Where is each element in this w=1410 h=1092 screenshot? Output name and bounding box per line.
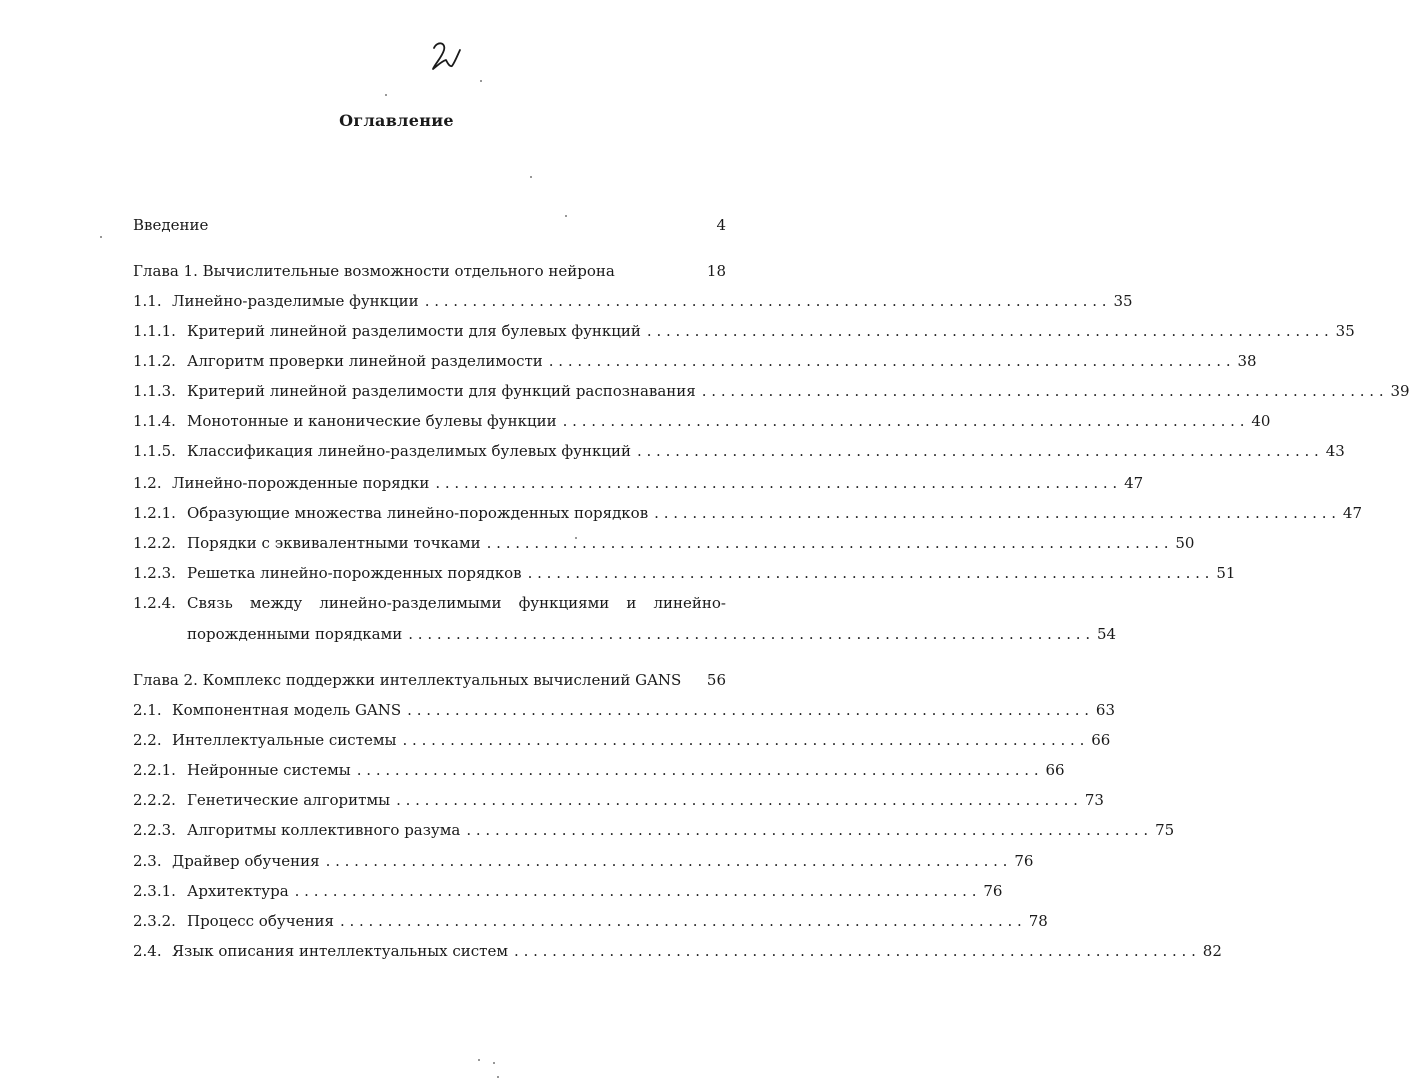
dot-leader — [295, 882, 977, 900]
toc-section-number: 2.2. — [133, 731, 162, 749]
dot-leader — [435, 474, 1117, 492]
scan-speck — [530, 176, 532, 178]
dot-leader — [514, 942, 1196, 960]
scan-speck — [100, 236, 102, 238]
toc-entry-1-2[interactable]: 1.2. Линейно-порожденные порядки . . . 47 — [133, 474, 726, 494]
toc-label-word: Связь — [187, 594, 233, 612]
dot-leader — [563, 412, 1245, 430]
toc-section-number: 2.3.2. — [133, 912, 176, 930]
dot-leader — [326, 852, 1008, 870]
dot-leader — [654, 504, 1336, 522]
toc-page-number: 66 — [1091, 731, 1111, 749]
toc-page-number: 78 — [1028, 912, 1048, 930]
toc-page-number: 40 — [1251, 412, 1271, 430]
toc-section-number: 1.2. — [133, 474, 162, 492]
toc-entry-2-2[interactable]: 2.2. Интеллектуальные системы . . . 66 — [133, 731, 726, 751]
toc-section-number: 1.1.5. — [133, 442, 176, 460]
scan-speck — [385, 94, 387, 96]
toc-entry-2-2-1[interactable]: 2.2.1. Нейронные системы . . . 66 — [133, 761, 726, 781]
dot-leader — [487, 534, 1169, 552]
scan-speck — [478, 1059, 480, 1061]
toc-label-word: линейно- — [653, 594, 726, 612]
toc-entry-1-1-4[interactable]: 1.1.4. Монотонные и канонические булевы функции . . . 40 — [133, 412, 726, 432]
toc-entry-1-1-3[interactable]: 1.1.3. Критерий линейной разделимости для функций распознавания . . . 39 — [133, 382, 726, 402]
toc-section-number: 1.2.4. — [133, 594, 176, 612]
toc-page-number: 47 — [1124, 474, 1144, 492]
toc-entry-1-2-1[interactable]: 1.2.1. Образующие множества линейно-порожденных порядков . . . 47 — [133, 504, 726, 524]
toc-section-number: 1.2.2. — [133, 534, 176, 552]
toc-entry-label-line1 — [187, 594, 726, 612]
toc-entry-2-3-1[interactable]: 2.3.1. Архитектура . . . 76 — [133, 882, 726, 902]
toc-page-number: 18 — [706, 262, 726, 280]
toc-page-number: 82 — [1202, 942, 1222, 960]
toc-section-number: 2.2.3. — [133, 821, 176, 839]
dot-leader — [425, 292, 1107, 310]
toc-page-number: 43 — [1325, 442, 1345, 460]
toc-section-number: 2.2.2. — [133, 791, 176, 809]
dot-leader — [637, 442, 1319, 460]
dot-leader — [403, 731, 1085, 749]
dot-leader — [702, 382, 1384, 400]
toc-page-number: 47 — [1342, 504, 1363, 522]
scan-speck — [480, 80, 482, 82]
toc-page-number: 56 — [706, 671, 726, 689]
toc-page-number: 75 — [1155, 821, 1175, 839]
toc-page-number: 66 — [1045, 761, 1065, 779]
toc-entry-1-2-4-continued[interactable]: порожденными порядками . . . 54 — [187, 625, 726, 645]
handwritten-page-number — [428, 38, 462, 76]
scan-speck — [497, 1076, 499, 1078]
toc-page-number: 35 — [1335, 322, 1355, 340]
toc-section-number: 2.4. — [133, 942, 162, 960]
toc-entry-1-1-2[interactable]: 1.1.2. Алгоритм проверки линейной разделимости . . . 38 — [133, 352, 726, 372]
toc-section-number: 2.3. — [133, 852, 162, 870]
toc-section-number: 2.2.1. — [133, 761, 176, 779]
toc-entry-2-4[interactable]: 2.4. Язык описания интеллектуальных систем . . . 82 — [133, 942, 726, 962]
dot-leader — [647, 322, 1329, 340]
toc-label-word: линейно-разделимыми — [319, 594, 502, 612]
toc-entry-1-1-5[interactable]: 1.1.5. Классификация линейно-разделимых булевых функций . . . 43 — [133, 442, 726, 462]
toc-entry-chapter-1[interactable]: Глава 1. Вычислительные возможности отдельного нейрона 18 — [133, 262, 726, 280]
dot-leader — [528, 564, 1210, 582]
toc-section-number: 2.1. — [133, 701, 162, 719]
toc-label-word: между — [249, 594, 303, 612]
dot-leader — [549, 352, 1231, 370]
toc-entry-1-2-4[interactable] — [133, 594, 726, 614]
toc-section-number: 1.1.1. — [133, 322, 176, 340]
toc-section-number: 2.3.1. — [133, 882, 176, 900]
toc-page-number: 39 — [1390, 382, 1410, 400]
dot-leader — [407, 701, 1089, 719]
dot-leader — [408, 625, 1090, 643]
toc-entry-1-1-1[interactable]: 1.1.1. Критерий линейной разделимости для булевых функций . . . 35 — [133, 322, 726, 342]
toc-page-number: 4 — [716, 216, 726, 234]
toc-label-word: функциями — [518, 594, 610, 612]
toc-page-number: 76 — [983, 882, 1003, 900]
toc-label-word: и — [626, 594, 637, 612]
toc-entry-1-2-2[interactable]: 1.2.2. Порядки с эквивалентными точками . . . 50 — [133, 534, 726, 554]
toc-page-number: 63 — [1095, 701, 1116, 719]
toc-entry-chapter-2[interactable]: Глава 2. Комплекс поддержки интеллектуальных вычислений GANS 56 — [133, 671, 726, 689]
toc-page-number: 51 — [1216, 564, 1236, 582]
dot-leader — [396, 791, 1078, 809]
toc-section-number: 1.2.3. — [133, 564, 176, 582]
toc-page-number: 35 — [1113, 292, 1133, 310]
toc-page-number: 38 — [1237, 352, 1257, 370]
toc-page-number: 54 — [1097, 625, 1117, 643]
toc-page-number: 76 — [1014, 852, 1034, 870]
toc-entry-2-3[interactable]: 2.3. Драйвер обучения . . . 76 — [133, 852, 726, 872]
toc-entry-1-1[interactable]: 1.1. Линейно-разделимые функции . . . 35 — [133, 292, 726, 312]
toc-section-number: 1.1.2. — [133, 352, 176, 370]
toc-section-number: 1.1.4. — [133, 412, 176, 430]
toc-entry-2-3-2[interactable]: 2.3.2. Процесс обучения . . . 78 — [133, 912, 726, 932]
dot-leader — [466, 821, 1148, 839]
toc-section-number: 1.1.3. — [133, 382, 176, 400]
toc-section-number: 1.1. — [133, 292, 162, 310]
toc-entry-2-1[interactable]: 2.1. Компонентная модель GANS . . . 63 — [133, 701, 726, 721]
toc-entry-introduction[interactable]: Введение 4 — [133, 216, 726, 234]
toc-title: Оглавление — [339, 111, 454, 130]
scan-speck — [493, 1062, 495, 1064]
dot-leader — [340, 912, 1022, 930]
toc-entry-2-2-2[interactable]: 2.2.2. Генетические алгоритмы . . . 73 — [133, 791, 726, 811]
toc-page-number: 50 — [1175, 534, 1195, 552]
dot-leader — [357, 761, 1039, 779]
toc-page-number: 73 — [1084, 791, 1104, 809]
toc-section-number: 1.2.1. — [133, 504, 176, 522]
toc-entry-2-2-3[interactable]: 2.2.3. Алгоритмы коллективного разума . . . 75 — [133, 821, 726, 841]
toc-entry-1-2-3[interactable]: 1.2.3. Решетка линейно-порожденных порядков . . . 51 — [133, 564, 726, 584]
